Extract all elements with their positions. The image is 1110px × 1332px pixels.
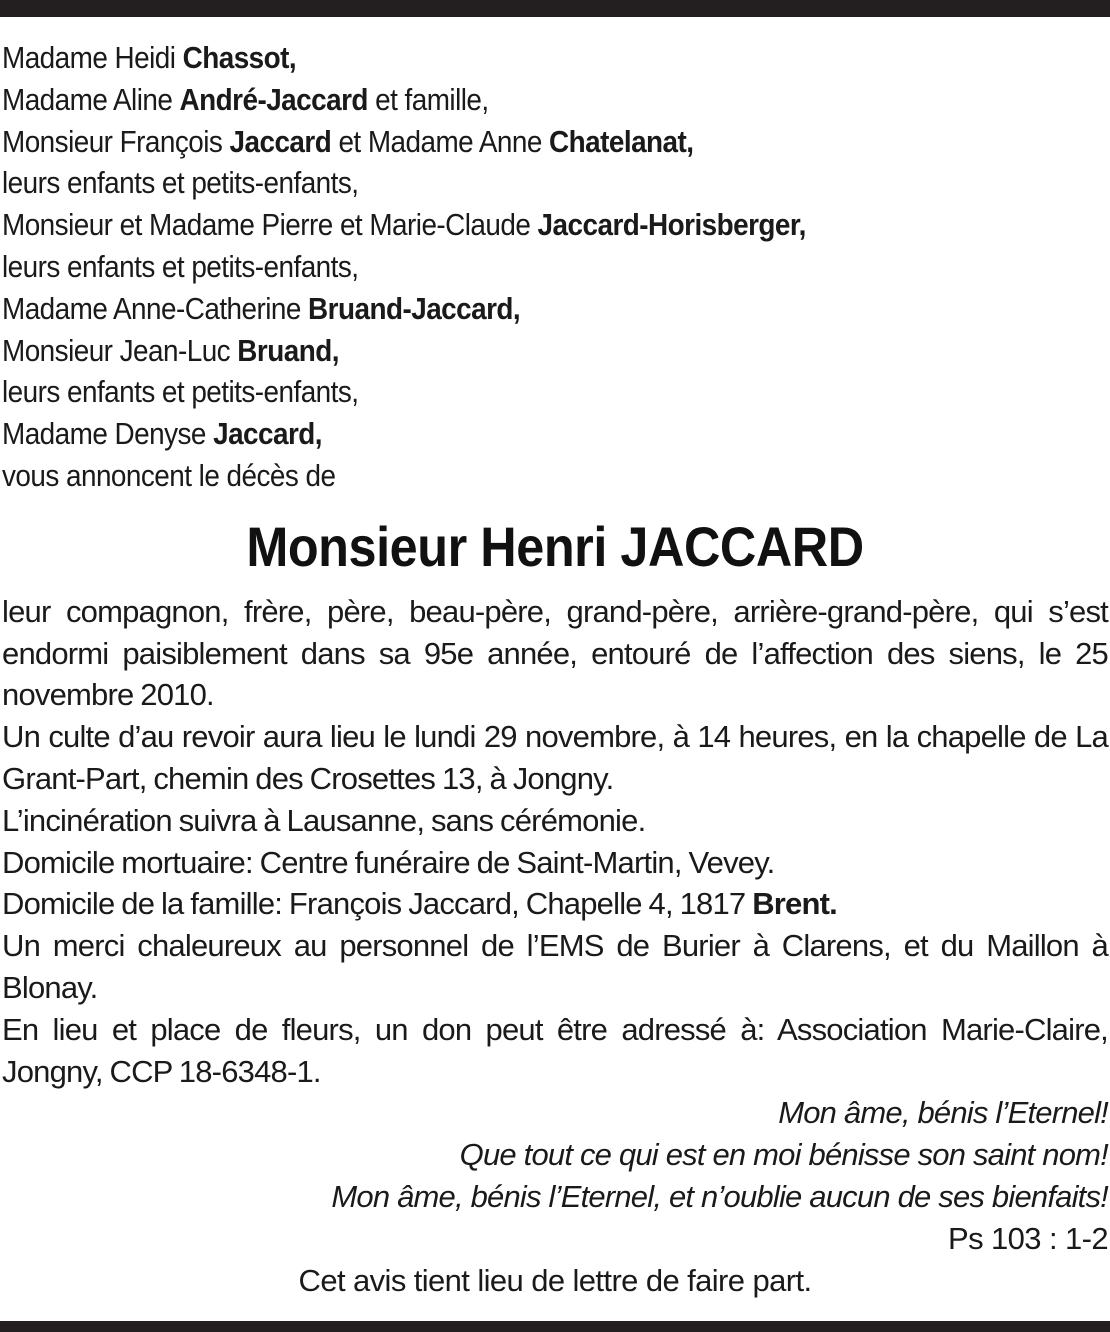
mortuary-paragraph: Domicile mortuaire: Centre funéraire de Saint-Martin, Vevey. [2,844,775,880]
family-line: leurs enfants et petits-enfants, [2,165,359,201]
bottom-rule [0,1321,1110,1332]
psalm-quote [2,1092,1108,1259]
family-line: Madame Denyse Jaccard, [2,416,323,452]
thanks-paragraph: Un merci chaleureux au personnel de l’EMS de Burier à Clarens, et du Maillon à Blonay. [2,928,1108,1005]
family-address-paragraph: Domicile de la famille: François Jaccard, Chapelle 4, 1817 Brent. [2,886,837,922]
top-rule [0,0,1110,17]
relationship-paragraph: leur compagnon, frère, père, beau-père, grand-père, arrière-grand-père, qui s’est endormi paisiblement dans sa 95e année, entouré de l’affection des siens, le 25 novembre 2010. [2,593,1108,713]
family-line: Madame Anne-Catherine Bruand-Jaccard, [2,290,521,326]
obituary-notice [2,37,1108,1301]
psalm-line: Que tout ce qui est en moi bénisse son saint nom! [459,1137,1108,1173]
family-list [2,37,1108,497]
family-line: Monsieur Jean-Luc Bruand, [2,332,339,368]
psalm-line: Mon âme, bénis l’Eternel! [778,1095,1108,1131]
family-line: Monsieur François Jaccard et Madame Anne Chatelanat, [2,123,694,159]
family-line: Madame Heidi Chassot, [2,40,297,75]
service-paragraph: Un culte d’au revoir aura lieu le lundi 29 novembre, à 14 heures, en la chapelle de La Grant-Part, chemin des Crosettes 13, à Jongny. [2,719,1108,796]
announcement-line: vous annoncent le décès de [2,457,336,493]
psalm-reference: Ps 103 : 1-2 [948,1220,1108,1256]
closing-note: Cet avis tient lieu de lettre de faire part. [298,1262,812,1298]
cremation-paragraph: L’incinération suivra à Lausanne, sans cérémonie. [2,802,646,838]
family-line: Madame Aline André-Jaccard et famille, [2,81,489,117]
donation-paragraph: En lieu et place de fleurs, un don peut être adressé à: Association Marie-Claire, Jongny, CCP 18-6348-1. [2,1011,1108,1089]
family-line: leurs enfants et petits-enfants, [2,374,359,410]
family-line: leurs enfants et petits-enfants, [2,248,359,284]
notice-body [2,591,1108,1093]
psalm-line: Mon âme, bénis l’Eternel, et n’oublie aucun de ses bienfaits! [331,1178,1108,1214]
deceased-name: Monsieur Henri JACCARD [246,514,864,578]
family-line: Monsieur et Madame Pierre et Marie-Claude Jaccard-Horisberger, [2,207,806,243]
